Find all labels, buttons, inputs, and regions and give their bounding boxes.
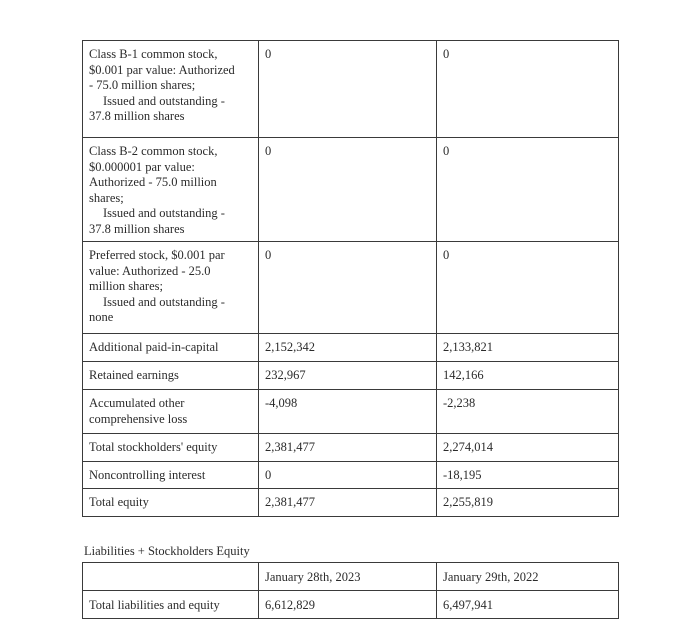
value-2023: 2,381,477 — [259, 489, 437, 517]
table-row — [83, 489, 619, 517]
table-row — [83, 462, 619, 489]
value-2023: 6,612,829 — [259, 591, 437, 619]
value-2023: 2,152,342 — [259, 334, 437, 362]
value-2023: 0 — [259, 242, 437, 334]
row-label: Total liabilities and equity — [83, 591, 259, 619]
table-header-row — [83, 563, 619, 591]
value-2022: 142,166 — [437, 362, 619, 390]
value-2023: 0 — [259, 462, 437, 489]
table-row — [83, 434, 619, 462]
row-label: Additional paid-in-capital — [83, 334, 259, 362]
header-blank-cell — [83, 563, 259, 591]
row-label: Total stockholders' equity — [83, 434, 259, 462]
table-row — [83, 362, 619, 390]
value-2022: 0 — [437, 138, 619, 242]
value-2022: -2,238 — [437, 390, 619, 434]
stockholders-equity-table — [82, 40, 619, 517]
value-2022: 6,497,941 — [437, 591, 619, 619]
row-label: Class B-1 common stock, $0.001 par value: Authorized - 75.0 million shares; Issued and outstanding - 37.8 million shares — [83, 41, 259, 138]
value-2023: 0 — [259, 138, 437, 242]
value-2022: -18,195 — [437, 462, 619, 489]
row-label: Class B-2 common stock, $0.000001 par value: Authorized - 75.0 million shares; Issued and outstanding - 37.8 million shares — [83, 138, 259, 242]
row-label: Noncontrolling interest — [83, 462, 259, 489]
row-label: Preferred stock, $0.001 par value: Authorized - 25.0 million shares; Issued and outstanding - none — [83, 242, 259, 334]
value-2022: 0 — [437, 41, 619, 138]
liabilities-equity-summary-table — [82, 562, 619, 619]
row-label: Retained earnings — [83, 362, 259, 390]
value-2023: 232,967 — [259, 362, 437, 390]
table-row — [83, 591, 619, 619]
value-2022: 0 — [437, 242, 619, 334]
table-row — [83, 41, 619, 138]
table-row — [83, 390, 619, 434]
row-label: Total equity — [83, 489, 259, 517]
value-2022: 2,255,819 — [437, 489, 619, 517]
value-2023: 0 — [259, 41, 437, 138]
table-row — [83, 242, 619, 334]
table-row — [83, 138, 619, 242]
value-2023: -4,098 — [259, 390, 437, 434]
row-label: Accumulated other comprehensive loss — [83, 390, 259, 434]
column-header-2023: January 28th, 2023 — [259, 563, 437, 591]
summary-caption: Liabilities + Stockholders Equity — [84, 544, 250, 558]
value-2023: 2,381,477 — [259, 434, 437, 462]
value-2022: 2,133,821 — [437, 334, 619, 362]
column-header-2022: January 29th, 2022 — [437, 563, 619, 591]
table-row — [83, 334, 619, 362]
value-2022: 2,274,014 — [437, 434, 619, 462]
